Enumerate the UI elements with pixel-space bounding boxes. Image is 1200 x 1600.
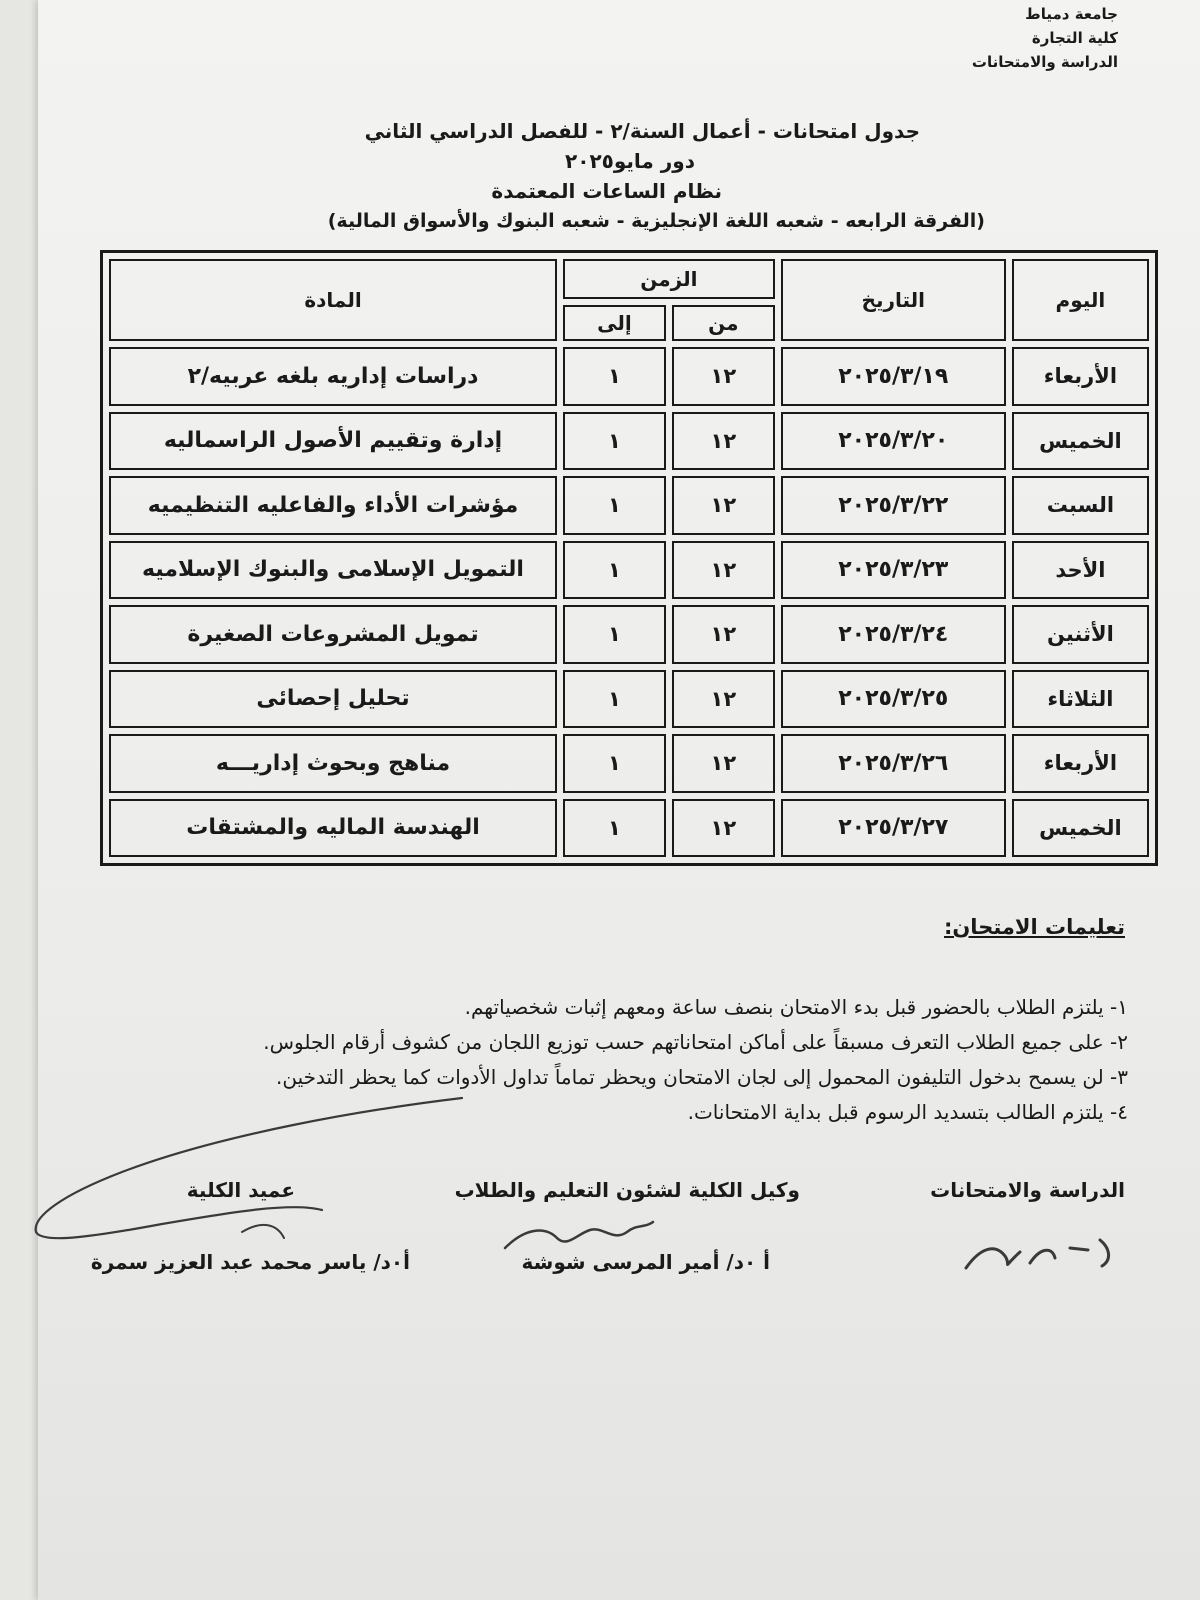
row-date: ٢٠٢٥/٣/٢٦ [781, 734, 1006, 793]
instructions-heading: تعليمات الامتحان: [943, 915, 1125, 939]
row-day: السبت [1012, 476, 1149, 535]
row-to: ١ [563, 734, 666, 793]
row-date: ٢٠٢٥/٣/٢٢ [781, 476, 1006, 535]
vice-dean-name: أ ٠د/ أمير المرسى شوشة [521, 1250, 770, 1274]
row-to: ١ [563, 347, 666, 406]
row-to: ١ [563, 476, 666, 535]
row-day: الأحد [1012, 541, 1149, 600]
row-subject: التمويل الإسلامى والبنوك الإسلاميه [109, 541, 557, 600]
department-name: الدراسة والامتحانات [971, 53, 1118, 71]
table-row [109, 799, 1149, 858]
row-day: الأثنين [1012, 605, 1149, 664]
vice-dean-title: وكيل الكلية لشئون التعليم والطلاب [454, 1178, 800, 1202]
university-name: جامعة دمياط [1025, 5, 1118, 23]
header-time: الزمن [563, 259, 775, 299]
row-date: ٢٠٢٥/٣/٢٣ [781, 541, 1006, 600]
row-date: ٢٠٢٥/٣/٢٧ [781, 799, 1006, 858]
row-subject: إدارة وتقييم الأصول الراسماليه [109, 412, 557, 471]
row-day: الأربعاء [1012, 734, 1149, 793]
instruction-item: ٢- على جميع الطلاب التعرف مسبقاً على أماكن امتحاناتهم حسب توزيع اللجان من كشوف أرقام الجلوس. [263, 1030, 1128, 1054]
table-row [109, 541, 1149, 600]
header-day: اليوم [1012, 259, 1149, 341]
row-day: الخميس [1012, 799, 1149, 858]
row-to: ١ [563, 605, 666, 664]
header-subject: المادة [109, 259, 557, 341]
schedule-title: جدول امتحانات - أعمال السنة/٢ - للفصل الدراسي الثاني [364, 119, 920, 143]
header-from: من [672, 305, 775, 341]
dean-title: عميد الكلية [186, 1178, 295, 1202]
letterhead [818, 2, 1118, 74]
instruction-item: ٣- لن يسمح بدخول التليفون المحمول إلى لجان الامتحان ويحظر تماماً تداول الأدوات كما يحظر التدخين. [276, 1065, 1128, 1089]
faculty-name: كلية التجارة [1031, 29, 1118, 47]
row-subject: دراسات إداريه بلغه عربيه/٢ [109, 347, 557, 406]
dean-name: أ٠د/ ياسر محمد عبد العزيز سمرة [90, 1250, 410, 1274]
row-to: ١ [563, 541, 666, 600]
exam-schedule-table [100, 250, 1158, 866]
instruction-item: ١- يلتزم الطلاب بالحضور قبل بدء الامتحان بنصف ساعة ومعهم إثبات شخصياتهم. [464, 995, 1128, 1019]
row-date: ٢٠٢٥/٣/٢٤ [781, 605, 1006, 664]
row-date: ٢٠٢٥/٣/٢٥ [781, 670, 1006, 729]
row-from: ١٢ [672, 734, 775, 793]
instruction-item: ٤- يلتزم الطالب بتسديد الرسوم قبل بداية الامتحانات. [687, 1100, 1128, 1124]
year-division: (الفرقة الرابعه - شعبه اللغة الإنجليزية - شعبه البنوك والأسواق المالية) [327, 210, 985, 232]
table-row [109, 412, 1149, 471]
row-from: ١٢ [672, 605, 775, 664]
row-from: ١٢ [672, 799, 775, 858]
row-day: الثلاثاء [1012, 670, 1149, 729]
row-from: ١٢ [672, 347, 775, 406]
table-row [109, 734, 1149, 793]
row-from: ١٢ [672, 476, 775, 535]
row-to: ١ [563, 670, 666, 729]
header-date: التاريخ [781, 259, 1006, 341]
exams-signature-title: الدراسة والامتحانات [930, 1178, 1125, 1202]
table-row [109, 476, 1149, 535]
row-to: ١ [563, 412, 666, 471]
row-from: ١٢ [672, 412, 775, 471]
row-day: الخميس [1012, 412, 1149, 471]
row-subject: تمويل المشروعات الصغيرة [109, 605, 557, 664]
exams-handwritten-signature [960, 1218, 1140, 1278]
row-subject: الهندسة الماليه والمشتقات [109, 799, 557, 858]
row-date: ٢٠٢٥/٣/١٩ [781, 347, 1006, 406]
row-from: ١٢ [672, 670, 775, 729]
row-subject: مؤشرات الأداء والفاعليه التنظيميه [109, 476, 557, 535]
row-date: ٢٠٢٥/٣/٢٠ [781, 412, 1006, 471]
row-subject: تحليل إحصائى [109, 670, 557, 729]
table-row [109, 605, 1149, 664]
credit-hours-system: نظام الساعات المعتمدة [491, 179, 722, 203]
row-day: الأربعاء [1012, 347, 1149, 406]
exam-session: دور مايو٢٠٢٥ [565, 149, 695, 173]
header-to: إلى [563, 305, 666, 341]
row-to: ١ [563, 799, 666, 858]
table-row [109, 347, 1149, 406]
row-from: ١٢ [672, 541, 775, 600]
row-subject: مناهج وبحوث إداريـــه [109, 734, 557, 793]
dean-handwritten-signature [22, 1092, 492, 1252]
table-row [109, 670, 1149, 729]
